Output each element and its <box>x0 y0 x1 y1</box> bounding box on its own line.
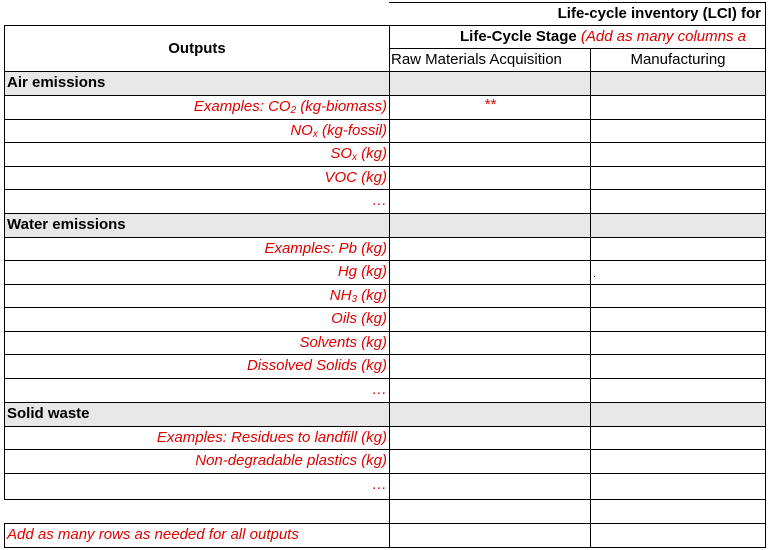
water-row-label[interactable]: Hg (kg) <box>4 260 390 285</box>
water-row-raw[interactable] <box>389 331 591 355</box>
air-row-raw[interactable] <box>389 189 591 214</box>
air-row-mfg[interactable] <box>590 166 766 190</box>
spacer-raw[interactable] <box>389 499 591 524</box>
stage-note: (Add as many columns a <box>580 28 746 45</box>
outputs-label: Outputs <box>168 40 226 57</box>
col-raw-label: Raw Materials Acquisition <box>391 51 562 68</box>
air-row-mfg[interactable] <box>590 189 766 214</box>
water-row-mfg[interactable] <box>590 331 766 355</box>
col-manufacturing-label: Manufacturing <box>630 51 726 68</box>
title-cell[interactable] <box>389 2 766 26</box>
water-row-raw[interactable] <box>389 307 591 332</box>
solid-row-mfg[interactable] <box>590 449 766 474</box>
water-row-raw[interactable] <box>389 378 591 403</box>
col-raw-materials[interactable] <box>389 48 591 72</box>
water-row-raw[interactable] <box>389 354 591 379</box>
water-row-raw[interactable] <box>389 237 591 261</box>
air-row-label[interactable]: $NO_x$ (kg-fossil) <box>4 119 390 143</box>
air-row-label[interactable]: $SO_x$ (kg) <box>4 142 390 167</box>
section-solid-raw[interactable] <box>389 402 591 427</box>
footer-mfg[interactable] <box>590 523 766 548</box>
air-row-label[interactable]: … <box>4 189 390 214</box>
water-row-label[interactable]: Examples: Pb (kg) <box>4 237 390 261</box>
table-title: Life-cycle inventory (LCI) for <box>557 5 761 22</box>
solid-row-label[interactable]: … <box>4 473 390 500</box>
air-row-mfg[interactable] <box>590 142 766 167</box>
water-row-label[interactable]: Oils (kg) <box>4 307 390 332</box>
stray-dot: . <box>593 268 597 280</box>
air-row-raw[interactable] <box>389 95 591 120</box>
air-row-mfg[interactable] <box>590 95 766 120</box>
solid-row-mfg[interactable] <box>590 473 766 500</box>
section-solid-mfg[interactable] <box>590 402 766 427</box>
air-row-raw[interactable] <box>389 142 591 167</box>
water-row-label[interactable]: Solvents (kg) <box>4 331 390 355</box>
section-water-mfg[interactable] <box>590 213 766 238</box>
stage-header[interactable] <box>389 25 766 49</box>
solid-row-raw[interactable] <box>389 449 591 474</box>
section-air-mfg[interactable] <box>590 71 766 96</box>
water-row-raw[interactable] <box>389 284 591 308</box>
section-solid-title: Solid waste <box>7 405 90 422</box>
water-row-label[interactable]: $NH_3$ (kg) <box>4 284 390 308</box>
solid-row-label[interactable]: Non-degradable plastics (kg) <box>4 449 390 474</box>
section-air-raw[interactable] <box>389 71 591 96</box>
section-water-raw[interactable] <box>389 213 591 238</box>
air-row-mfg[interactable] <box>590 119 766 143</box>
section-air-title: Air emissions <box>7 74 106 91</box>
air-row-raw[interactable] <box>389 166 591 190</box>
raw-marker: ** <box>484 96 496 113</box>
solid-row-raw[interactable] <box>389 473 591 500</box>
water-row-mfg[interactable] <box>590 307 766 332</box>
section-solid-label[interactable] <box>4 402 390 427</box>
water-row-raw[interactable] <box>389 260 591 285</box>
footer-note: Add as many rows as needed for all outputs <box>7 526 299 543</box>
water-row-mfg[interactable] <box>590 260 766 285</box>
water-row-label[interactable]: Dissolved Solids (kg) <box>4 354 390 379</box>
air-row-label[interactable]: VOC (kg) <box>4 166 390 190</box>
footer-note-cell[interactable] <box>4 523 390 548</box>
section-water-title: Water emissions <box>7 216 126 233</box>
air-row-raw[interactable] <box>389 119 591 143</box>
solid-row-raw[interactable] <box>389 426 591 450</box>
water-row-mfg[interactable] <box>590 378 766 403</box>
water-row-mfg[interactable] <box>590 237 766 261</box>
water-row-mfg[interactable] <box>590 354 766 379</box>
spacer-mfg[interactable] <box>590 499 766 524</box>
outputs-header[interactable] <box>4 25 390 72</box>
stage-label: Life-Cycle Stage <box>460 28 577 45</box>
footer-raw[interactable] <box>389 523 591 548</box>
water-row-mfg[interactable] <box>590 284 766 308</box>
water-row-label[interactable]: … <box>4 378 390 403</box>
solid-row-label[interactable]: Examples: Residues to landfill (kg) <box>4 426 390 450</box>
section-air-label[interactable] <box>4 71 390 96</box>
lci-outputs-table <box>4 2 766 548</box>
solid-row-mfg[interactable] <box>590 426 766 450</box>
air-row-label[interactable]: Examples: $CO_2$ (kg-biomass) <box>4 95 390 120</box>
col-manufacturing[interactable] <box>590 48 766 72</box>
section-water-label[interactable] <box>4 213 390 238</box>
